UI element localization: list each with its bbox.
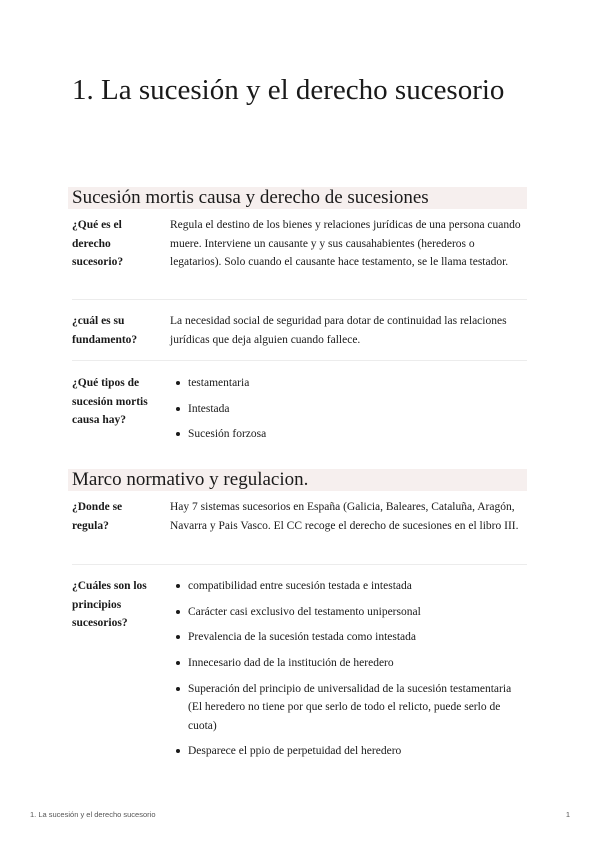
table-row [72,374,527,454]
question-cell: ¿Donde se regula? [72,501,123,532]
answer-cell: Hay 7 sistemas sucesorios en España (Galicia, Baleares, Cataluña, Aragón, Navarra y Pais Vasco. El CC recoge el derecho de sucesiones en el libro III. [170,501,519,532]
answer-cell: Regula el destino de los bienes y relaciones jurídicas de una persona cuando muere. Interviene un causante y y sus causahabientes (herederos o legatarios). Solo cuando el causante hace testamento, se le llama testador. [170,219,521,268]
table-row [72,498,527,565]
list-item: Prevalencia de la sucesión testada como intestada [170,628,528,647]
section-heading-marco-normativo: Marco normativo y regulacion. [68,469,527,491]
question-cell: ¿Qué tipos de sucesión mortis causa hay? [72,377,148,426]
table-row [72,312,527,361]
question-cell: ¿Qué es el derecho sucesorio? [72,219,124,268]
question-cell: ¿cuál es su fundamento? [72,315,138,346]
answer-list [170,374,528,451]
answer-cell: La necesidad social de seguridad para dotar de continuidad las relaciones jurídicas que deja alguien cuando fallece. [170,315,507,346]
list-item: Sucesión forzosa [170,425,528,444]
list-item: Desparece el ppio de perpetuidad del heredero [170,742,528,761]
answer-list [170,577,528,768]
question-cell: ¿Cuáles son los principios sucesorios? [72,580,147,629]
list-item: Superación del principio de universalidad de la sucesión testamentaria (El heredero no tiene por que serlo de todo el relicto, puede serlo de cuota) [170,680,528,736]
list-item: testamentaria [170,374,528,393]
table-row [72,216,527,300]
section-heading-mortis-causa: Sucesión mortis causa y derecho de sucesiones [68,187,527,209]
list-item: Intestada [170,400,528,419]
list-item: compatibilidad entre sucesión testada e intestada [170,577,528,596]
list-item: Carácter casi exclusivo del testamento unipersonal [170,603,528,622]
page-footer [30,810,570,819]
page-title: 1. La sucesión y el derecho sucesorio [72,74,505,106]
footer-doc-title: 1. La sucesión y el derecho sucesorio [30,810,156,819]
page-number: 1 [565,810,570,819]
table-row [72,577,527,767]
list-item: Innecesario dad de la institución de heredero [170,654,528,673]
